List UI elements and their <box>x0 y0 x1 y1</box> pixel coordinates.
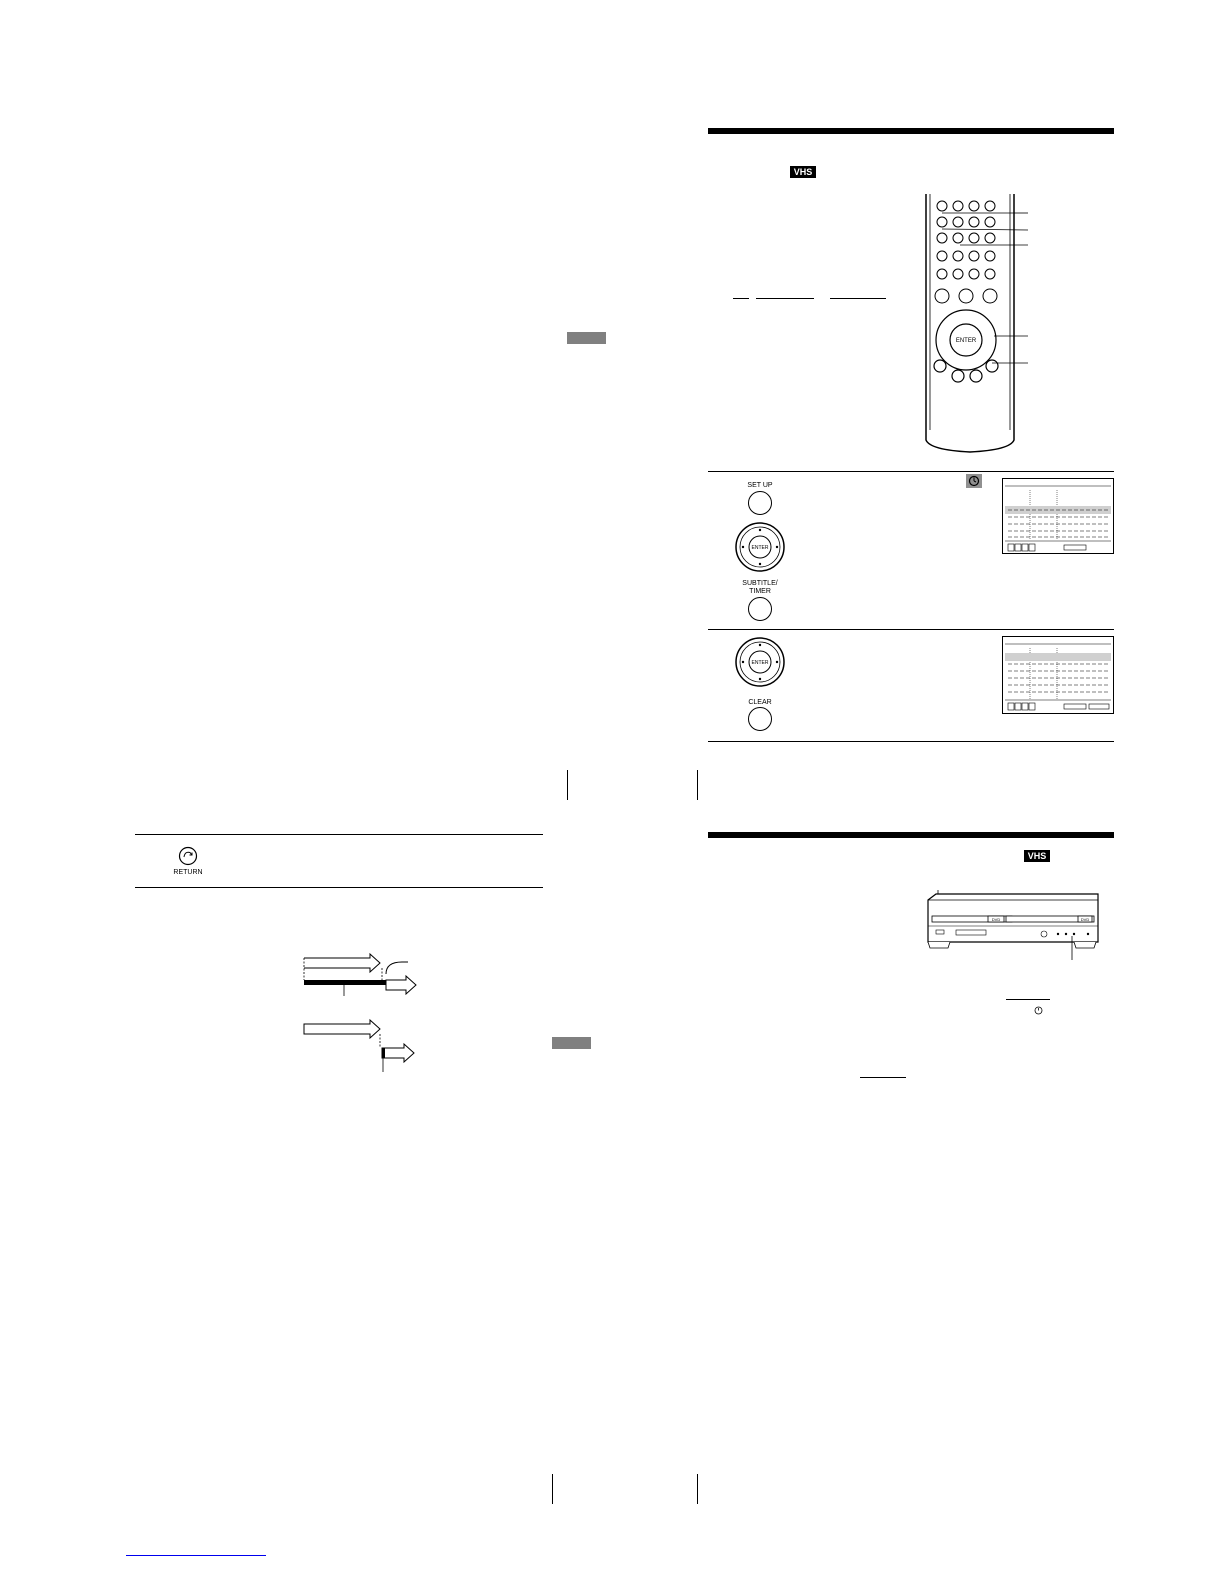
subtitle-timer-button[interactable] <box>748 597 772 621</box>
dvd-vcr-front-panel-illustration <box>922 888 1102 960</box>
clear-button[interactable] <box>748 707 772 731</box>
page-mark-right-bottom <box>697 1474 698 1504</box>
remote-control-illustration <box>910 190 1040 455</box>
step-divider-3 <box>708 741 1114 742</box>
timer-list-osd-screen-1 <box>1002 478 1114 554</box>
enter-dpad-step1[interactable] <box>734 521 786 573</box>
set-up-button[interactable] <box>748 491 772 515</box>
return-button-label: RETURN <box>173 869 203 876</box>
section-bottom-rule <box>708 832 1114 838</box>
section-top-rule <box>708 128 1114 134</box>
page-mark-left-bottom <box>552 1474 553 1504</box>
svg-text:ENTER: ENTER <box>751 545 769 551</box>
subtitle-timer-button-label: SUBTITLE/ TIMER <box>742 580 778 595</box>
svg-text:ENTER: ENTER <box>955 338 977 344</box>
page-mark-left-mid <box>567 770 568 800</box>
blank-underline-3 <box>830 298 886 299</box>
set-up-button-label: SET UP <box>747 482 773 489</box>
return-row-bottom-rule <box>135 887 543 888</box>
return-row-top-rule <box>135 834 543 835</box>
step-divider-2 <box>708 629 1114 630</box>
page-mark-right-mid <box>697 770 698 800</box>
playback-skip-diagram <box>300 952 430 1074</box>
svg-text:ENTER: ENTER <box>751 660 769 666</box>
step-divider-1 <box>708 471 1114 472</box>
blank-underline-2 <box>756 298 814 299</box>
timer-list-osd-screen-2 <box>1002 636 1114 714</box>
enter-dpad-step2[interactable] <box>734 636 786 688</box>
timer-icon <box>966 474 982 488</box>
device-slot-label-b: DVD <box>1080 917 1090 922</box>
grey-index-tab-upper <box>567 332 606 344</box>
vhs-badge-top: VHS <box>790 166 816 178</box>
return-button-icon[interactable] <box>178 846 198 866</box>
vhs-badge-bottom: VHS <box>1024 850 1050 862</box>
footer-link-underline[interactable] <box>126 1555 266 1556</box>
grey-index-tab-lower <box>552 1037 591 1049</box>
timer-small-icon <box>1034 1006 1043 1015</box>
blank-underline-4 <box>1006 999 1050 1000</box>
device-slot-label-a: DVD <box>991 917 1001 922</box>
blank-underline-5 <box>860 1077 906 1078</box>
blank-underline-1 <box>733 298 749 299</box>
clear-button-label: CLEAR <box>748 699 772 706</box>
